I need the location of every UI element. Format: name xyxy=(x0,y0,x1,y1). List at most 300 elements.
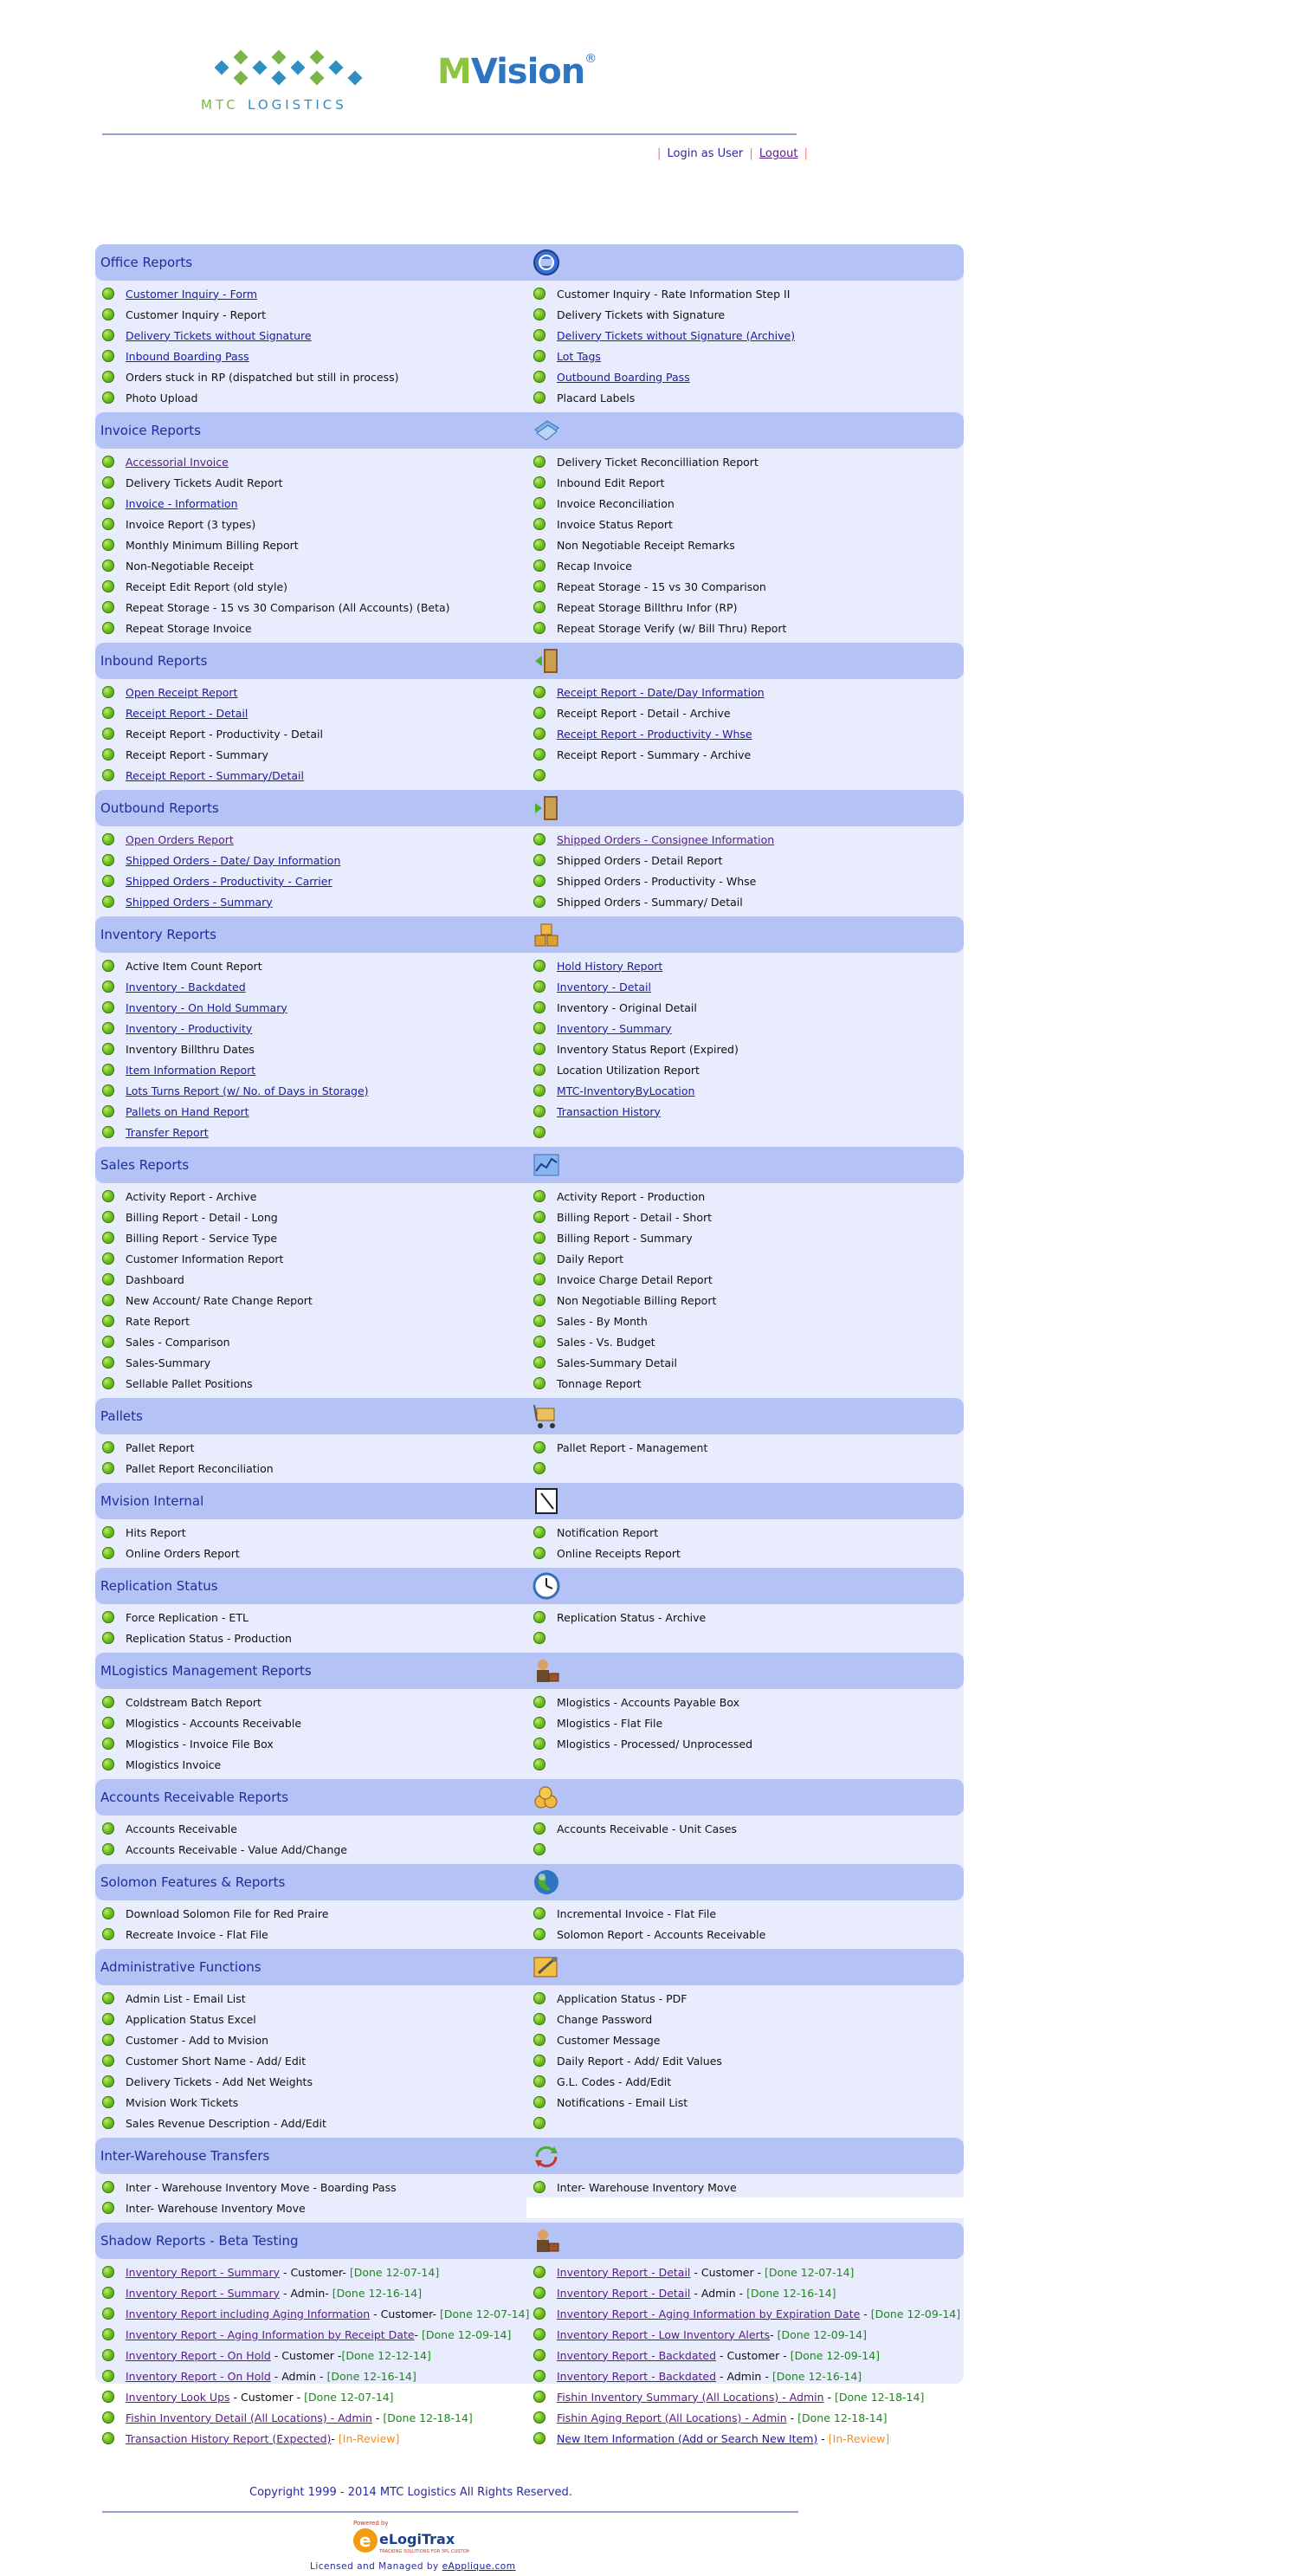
report-item xyxy=(126,960,262,973)
report-row xyxy=(95,955,964,976)
green-bullet-icon xyxy=(102,1377,114,1389)
report-link[interactable]: Fishin Inventory Summary (All Locations) - Admin xyxy=(557,2390,824,2404)
mtc-logistics-logo xyxy=(197,38,388,116)
report-label[interactable]: Invoice Reconciliation xyxy=(557,496,675,510)
report-cell-left xyxy=(95,1522,526,1543)
report-link[interactable]: Open Receipt Report xyxy=(126,685,238,699)
report-link[interactable]: Inventory - Backdated xyxy=(126,980,246,994)
report-cell-left xyxy=(95,1269,526,1290)
report-label[interactable]: Coldstream Batch Report xyxy=(126,1695,261,1709)
report-item xyxy=(126,707,248,720)
report-cell-right xyxy=(526,597,964,618)
report-item xyxy=(126,2411,473,2424)
report-link[interactable]: Receipt Report - Detail xyxy=(126,706,249,720)
report-label[interactable]: Repeat Storage Verify (w/ Bill Thru) Report xyxy=(557,621,787,635)
report-item xyxy=(557,622,786,635)
report-label[interactable]: Application Status Excel xyxy=(126,2012,256,2026)
report-item xyxy=(126,601,450,614)
section-title: Inter-Warehouse Transfers xyxy=(100,2148,270,2164)
report-cell-left xyxy=(95,682,526,702)
logo-cube xyxy=(291,61,306,75)
done-date-badge: [Done 12-18-14] xyxy=(834,2390,925,2404)
report-item xyxy=(126,1758,221,1771)
report-label[interactable]: Tonnage Report xyxy=(557,1376,642,1390)
report-item xyxy=(126,2370,416,2383)
report-link[interactable]: Receipt Report - Date/Day Information xyxy=(557,685,765,699)
admin-tools-icon xyxy=(532,1952,561,1982)
report-label[interactable]: Accounts Receivable - Unit Cases xyxy=(557,1822,737,1835)
report-label[interactable]: Inventory Billthru Dates xyxy=(126,1042,255,1056)
report-label[interactable]: Mlogistics - Accounts Payable Box xyxy=(557,1695,739,1709)
report-link[interactable]: Inventory Report - Aging Information by Expiration Date xyxy=(557,2307,861,2320)
report-label[interactable]: Delivery Tickets with Signature xyxy=(557,307,726,321)
green-bullet-icon xyxy=(102,981,114,993)
green-bullet-icon xyxy=(533,2307,545,2320)
report-link[interactable]: Inventory Report including Aging Information xyxy=(126,2307,371,2320)
report-link[interactable]: Shipped Orders - Consignee Information xyxy=(557,832,775,846)
report-item xyxy=(557,2266,854,2279)
green-bullet-icon xyxy=(102,2307,114,2320)
report-label[interactable]: Billing Report - Summary xyxy=(557,1231,693,1245)
report-label[interactable]: Customer Short Name - Add/ Edit xyxy=(126,2054,307,2068)
section-title: Inbound Reports xyxy=(100,653,208,669)
report-item xyxy=(126,1547,240,1560)
report-label[interactable]: Repeat Storage - 15 vs 30 Comparison xyxy=(557,579,766,593)
section-header xyxy=(95,244,964,281)
report-item xyxy=(557,2391,924,2404)
report-link[interactable]: MTC-InventoryByLocation xyxy=(557,1084,695,1097)
report-link[interactable]: Inventory - On Hold Summary xyxy=(126,1000,287,1014)
green-bullet-icon xyxy=(102,707,114,719)
report-label[interactable]: Daily Report - Add/ Edit Values xyxy=(557,2054,722,2068)
report-label[interactable]: Application Status - PDF xyxy=(557,1991,688,2005)
green-bullet-icon xyxy=(533,2013,545,2025)
report-label[interactable]: Replication Status - Archive xyxy=(557,1610,707,1624)
report-link[interactable]: Shipped Orders - Summary xyxy=(126,895,273,909)
report-label[interactable]: Sales Revenue Description - Add/Edit xyxy=(126,2116,326,2130)
report-item xyxy=(557,833,774,846)
report-audience: - xyxy=(414,2327,423,2341)
report-label[interactable]: Non Negotiable Billing Report xyxy=(557,1293,717,1307)
report-row xyxy=(95,618,964,638)
report-link[interactable]: Inventory - Summary xyxy=(557,1021,672,1035)
separator: | xyxy=(749,147,753,160)
report-label[interactable]: Admin List - Email List xyxy=(126,1991,246,2005)
report-label[interactable]: New Account/ Rate Change Report xyxy=(126,1293,313,1307)
report-label[interactable]: Rate Report xyxy=(126,1314,190,1328)
report-link[interactable]: Lots Turns Report (w/ No. of Days in Storage) xyxy=(126,1084,369,1097)
report-label[interactable]: Invoice Status Report xyxy=(557,517,673,531)
section-solomon-features-reports xyxy=(95,1864,964,1949)
report-item xyxy=(126,1001,287,1014)
section-title: Office Reports xyxy=(100,255,193,270)
report-label[interactable]: Repeat Storage Billthru Infor (RP) xyxy=(557,600,738,614)
report-item xyxy=(126,1084,369,1097)
report-label[interactable]: Customer - Add to Mvision xyxy=(126,2033,269,2047)
report-link[interactable]: Inventory Report - Detail xyxy=(557,2286,691,2300)
report-link[interactable]: Shipped Orders - Productivity - Carrier xyxy=(126,874,332,888)
report-label[interactable]: Activity Report - Production xyxy=(557,1189,706,1203)
report-row xyxy=(95,1628,964,1648)
section-title: Invoice Reports xyxy=(100,423,201,438)
report-label[interactable]: Download Solomon File for Red Praire xyxy=(126,1906,329,1920)
report-link[interactable]: Inventory Report - Detail xyxy=(557,2265,691,2279)
report-label[interactable]: Mlogistics - Accounts Receivable xyxy=(126,1716,302,1730)
report-label[interactable]: Force Replication - ETL xyxy=(126,1610,249,1624)
report-label[interactable]: Customer Information Report xyxy=(126,1252,284,1265)
report-label[interactable]: Hits Report xyxy=(126,1525,186,1539)
report-link[interactable]: Fishin Inventory Detail (All Locations) - Admin xyxy=(126,2411,372,2424)
report-link[interactable]: Inventory Report - Backdated xyxy=(557,2369,717,2383)
report-link[interactable]: Delivery Tickets without Signature xyxy=(126,328,312,342)
report-link[interactable]: Transaction History xyxy=(557,1104,661,1118)
report-link[interactable]: Inventory Report - Summary xyxy=(126,2286,280,2300)
report-cell-right xyxy=(526,682,964,702)
green-bullet-icon xyxy=(102,1758,114,1770)
report-cell-left xyxy=(95,1712,526,1733)
report-row xyxy=(95,1227,964,1248)
report-item xyxy=(557,1022,672,1035)
section-title: Shadow Reports - Beta Testing xyxy=(100,2233,299,2249)
green-bullet-icon xyxy=(533,1315,545,1327)
report-label[interactable]: Placard Labels xyxy=(557,391,636,405)
earth-icon xyxy=(532,1867,561,1897)
report-link[interactable]: Inventory Look Ups xyxy=(126,2390,230,2404)
report-item xyxy=(557,329,795,342)
report-label[interactable]: Customer Message xyxy=(557,2033,661,2047)
report-label[interactable]: Invoice Report (3 types) xyxy=(126,517,256,531)
report-link[interactable]: Pallets on Hand Report xyxy=(126,1104,249,1118)
report-label[interactable]: Sellable Pallet Positions xyxy=(126,1376,253,1390)
report-item xyxy=(126,2266,439,2279)
green-bullet-icon xyxy=(533,769,545,781)
report-item xyxy=(557,1441,707,1454)
report-label[interactable]: Pallet Report xyxy=(126,1440,195,1454)
report-label[interactable]: Non-Negotiable Receipt xyxy=(126,559,254,573)
report-cell-right xyxy=(526,1080,964,1101)
report-cell-left xyxy=(95,1207,526,1227)
mvision-logo-vision: Vision xyxy=(470,52,585,92)
section-links xyxy=(95,826,964,916)
report-item xyxy=(126,1043,255,1056)
report-link[interactable]: Receipt Report - Summary/Detail xyxy=(126,768,304,782)
green-bullet-icon xyxy=(102,769,114,781)
report-item xyxy=(126,371,399,384)
report-link[interactable]: Item Information Report xyxy=(126,1063,256,1077)
report-cell-right xyxy=(526,2071,964,2092)
report-cell-left xyxy=(95,1903,526,1924)
report-label[interactable]: Photo Upload xyxy=(126,391,198,405)
report-link[interactable]: Inventory - Productivity xyxy=(126,1021,253,1035)
report-label[interactable]: Activity Report - Archive xyxy=(126,1189,257,1203)
report-item xyxy=(126,1928,268,1941)
report-label[interactable]: Delivery Ticket Reconcilliation Report xyxy=(557,455,759,469)
report-link[interactable]: Hold History Report xyxy=(557,959,663,973)
report-cell-left xyxy=(95,1290,526,1311)
report-label[interactable]: Shipped Orders - Detail Report xyxy=(557,853,723,867)
report-label[interactable]: Sales - Vs. Budget xyxy=(557,1335,655,1349)
green-bullet-icon xyxy=(533,1377,545,1389)
report-label[interactable]: Recreate Invoice - Flat File xyxy=(126,1927,268,1941)
green-bullet-icon xyxy=(102,1632,114,1644)
report-cell-left xyxy=(95,1733,526,1754)
report-cell-left xyxy=(95,744,526,765)
section-title: Outbound Reports xyxy=(100,800,219,816)
report-label[interactable]: Inventory - Original Detail xyxy=(557,1000,697,1014)
report-label[interactable]: Online Orders Report xyxy=(126,1546,240,1560)
report-label[interactable]: Billing Report - Service Type xyxy=(126,1231,278,1245)
report-label[interactable]: Receipt Report - Detail - Archive xyxy=(557,706,731,720)
report-label[interactable]: Billing Report - Detail - Long xyxy=(126,1210,278,1224)
report-label[interactable]: Pallet Report Reconciliation xyxy=(126,1461,274,1475)
green-bullet-icon xyxy=(102,2181,114,2193)
report-link[interactable]: Inventory Report - Aging Information by Receipt Date xyxy=(126,2327,415,2341)
report-item xyxy=(126,1907,328,1920)
report-label[interactable]: Inventory Status Report (Expired) xyxy=(557,1042,739,1056)
manager-icon xyxy=(532,1656,561,1686)
green-bullet-icon xyxy=(102,1315,114,1327)
report-cell-left xyxy=(95,997,526,1018)
logo-cube xyxy=(215,61,229,75)
report-item xyxy=(557,875,756,888)
report-item xyxy=(126,1377,253,1390)
report-label[interactable]: Recap Invoice xyxy=(557,559,632,573)
report-item xyxy=(126,728,323,741)
report-label[interactable]: Receipt Report - Summary xyxy=(126,748,268,761)
report-item xyxy=(557,1526,658,1539)
green-bullet-icon xyxy=(533,2349,545,2361)
report-link[interactable]: Inventory Report - Low Inventory Alerts xyxy=(557,2327,771,2341)
report-cell-right xyxy=(526,618,964,638)
report-link[interactable]: Fishin Aging Report (All Locations) - Admin xyxy=(557,2411,787,2424)
report-label[interactable]: Invoice Charge Detail Report xyxy=(557,1272,713,1286)
logout-link[interactable]: Logout xyxy=(759,147,798,160)
report-label[interactable]: Mlogistics - Processed/ Unprocessed xyxy=(557,1737,753,1751)
report-link[interactable]: Inventory Report - On Hold xyxy=(126,2348,271,2362)
report-label[interactable]: Delivery Tickets - Add Net Weights xyxy=(126,2074,313,2088)
report-item xyxy=(557,2096,688,2109)
green-bullet-icon xyxy=(533,497,545,509)
report-link[interactable]: Inventory Report - Backdated xyxy=(557,2348,717,2362)
report-row xyxy=(95,1248,964,1269)
report-row xyxy=(95,1207,964,1227)
login-as-user-link[interactable]: Login as User xyxy=(667,147,744,160)
report-link[interactable]: Accessorial Invoice xyxy=(126,455,229,469)
report-label[interactable]: Customer Inquiry - Rate Information Step II xyxy=(557,287,791,301)
report-label[interactable]: Mlogistics Invoice xyxy=(126,1757,222,1771)
report-cell-left xyxy=(95,1988,526,2009)
report-item xyxy=(126,1105,249,1118)
green-bullet-icon xyxy=(102,518,114,530)
report-item xyxy=(557,1273,713,1286)
report-row xyxy=(95,850,964,871)
report-label[interactable]: Mlogistics - Invoice File Box xyxy=(126,1737,274,1751)
report-label[interactable]: Monthly Minimum Billing Report xyxy=(126,538,299,552)
report-item xyxy=(126,1611,249,1624)
green-bullet-icon xyxy=(533,1843,545,1855)
report-row xyxy=(95,1543,964,1563)
report-label[interactable]: Sales-Summary xyxy=(126,1356,211,1369)
green-bullet-icon xyxy=(533,308,545,320)
section-links xyxy=(95,1434,964,1483)
copyright-text: Copyright 1999 - 2014 MTC Logistics All Rights Reserved. xyxy=(249,2486,572,2499)
report-item xyxy=(557,371,690,384)
report-link[interactable]: Inventory - Detail xyxy=(557,980,651,994)
report-label[interactable]: Solomon Report - Accounts Receivable xyxy=(557,1927,766,1941)
notepad-icon xyxy=(532,1486,561,1516)
report-link[interactable]: Delivery Tickets without Signature (Archive) xyxy=(557,328,796,342)
report-label[interactable]: Orders stuck in RP (dispatched but still in process) xyxy=(126,370,399,384)
report-row xyxy=(95,2029,964,2050)
report-label[interactable]: Delivery Tickets Audit Report xyxy=(126,476,283,489)
report-label[interactable]: Dashboard xyxy=(126,1272,184,1286)
section-title: Sales Reports xyxy=(100,1157,190,1173)
licensed-text xyxy=(310,2561,515,2572)
report-cell-left xyxy=(95,1059,526,1080)
report-cell-right xyxy=(526,1227,964,1248)
report-cell-right xyxy=(526,1207,964,1227)
report-audience: - Customer - xyxy=(716,2348,791,2362)
report-link[interactable]: Outbound Boarding Pass xyxy=(557,370,690,384)
report-row xyxy=(95,555,964,576)
report-link[interactable]: New Item Information (Add or Search New Item) xyxy=(557,2431,818,2445)
report-label[interactable]: Pallet Report - Management xyxy=(557,1440,708,1454)
report-label[interactable]: Receipt Report - Productivity - Detail xyxy=(126,727,323,741)
report-label[interactable]: Sales-Summary Detail xyxy=(557,1356,677,1369)
report-link[interactable]: Customer Inquiry - Form xyxy=(126,287,258,301)
report-link[interactable]: Lot Tags xyxy=(557,349,601,363)
report-label[interactable]: Repeat Storage Invoice xyxy=(126,621,252,635)
report-label[interactable]: Replication Status - Production xyxy=(126,1631,292,1645)
green-bullet-icon xyxy=(102,1611,114,1623)
report-item xyxy=(126,350,249,363)
report-item xyxy=(557,1738,752,1751)
report-cell-right xyxy=(526,1924,964,1945)
report-cell-right xyxy=(526,493,964,514)
section-header xyxy=(95,1398,964,1434)
section-mvision-internal xyxy=(95,1483,964,1568)
green-bullet-icon xyxy=(533,539,545,551)
report-label[interactable]: Sales - By Month xyxy=(557,1314,648,1328)
green-bullet-icon xyxy=(533,960,545,972)
green-bullet-icon xyxy=(102,1252,114,1265)
done-date-badge: [Done 12-16-14] xyxy=(332,2286,423,2300)
report-label[interactable]: Billing Report - Detail - Short xyxy=(557,1210,713,1224)
report-cell-left xyxy=(95,1080,526,1101)
report-label[interactable]: Location Utilization Report xyxy=(557,1063,700,1077)
report-item xyxy=(126,833,234,846)
report-cell-right xyxy=(526,1712,964,1733)
report-label[interactable]: Daily Report xyxy=(557,1252,624,1265)
report-link[interactable]: Invoice - Information xyxy=(126,496,238,510)
section-links xyxy=(95,1519,964,1568)
report-label[interactable]: Active Item Count Report xyxy=(126,959,262,973)
report-label[interactable]: Receipt Report - Summary - Archive xyxy=(557,748,752,761)
report-label[interactable]: Inter - Warehouse Inventory Move - Boarding Pass xyxy=(126,2180,397,2194)
report-item xyxy=(557,601,737,614)
eapplique-link[interactable]: eApplique.com xyxy=(442,2561,516,2572)
report-row xyxy=(95,891,964,912)
green-bullet-icon xyxy=(102,1441,114,1453)
clock-icon xyxy=(532,1571,561,1601)
report-item xyxy=(557,1211,712,1224)
green-bullet-icon xyxy=(102,1211,114,1223)
report-cell-left xyxy=(95,576,526,597)
report-item xyxy=(126,497,238,510)
green-bullet-icon xyxy=(533,728,545,740)
section-pallets xyxy=(95,1398,964,1483)
report-audience: - Customer - xyxy=(270,2348,342,2362)
report-label[interactable]: Inter- Warehouse Inventory Move xyxy=(557,2180,737,2194)
report-link[interactable]: Transaction History Report (Expected) xyxy=(126,2431,332,2445)
report-label[interactable]: Non Negotiable Receipt Remarks xyxy=(557,538,735,552)
report-cell-left xyxy=(95,1628,526,1648)
green-bullet-icon xyxy=(533,2287,545,2299)
logo-cube xyxy=(348,71,363,86)
report-label[interactable]: Shipped Orders - Summary/ Detail xyxy=(557,895,743,909)
report-cell-left xyxy=(95,1101,526,1122)
report-link[interactable]: Open Orders Report xyxy=(126,832,234,846)
report-label[interactable]: Shipped Orders - Productivity - Whse xyxy=(557,874,757,888)
report-link[interactable]: Transfer Report xyxy=(126,1125,209,1139)
report-cell-right xyxy=(526,1018,964,1039)
report-label[interactable]: Repeat Storage - 15 vs 30 Comparison (All Accounts) (Beta) xyxy=(126,600,450,614)
report-label[interactable]: Customer Inquiry - Report xyxy=(126,307,267,321)
report-label[interactable]: Mvision Work Tickets xyxy=(126,2095,239,2109)
section-header xyxy=(95,1483,964,1519)
report-label[interactable]: Incremental Invoice - Flat File xyxy=(557,1906,717,1920)
report-item xyxy=(126,2432,399,2445)
report-label[interactable]: Sales - Comparison xyxy=(126,1335,230,1349)
report-label[interactable]: Receipt Edit Report (old style) xyxy=(126,579,288,593)
green-bullet-icon xyxy=(102,1190,114,1202)
section-inter-warehouse-transfers xyxy=(95,2138,964,2223)
report-audience: - xyxy=(331,2431,339,2445)
report-cell-left xyxy=(95,1186,526,1207)
report-cell-right xyxy=(526,2050,964,2071)
report-label[interactable]: G.L. Codes - Add/Edit xyxy=(557,2074,672,2088)
report-label[interactable]: Mlogistics - Flat File xyxy=(557,1716,663,1730)
green-bullet-icon xyxy=(102,1043,114,1055)
report-audience: - Admin - xyxy=(716,2369,772,2383)
report-item xyxy=(126,769,304,782)
report-link[interactable]: Inventory Report - On Hold xyxy=(126,2369,271,2383)
green-bullet-icon xyxy=(533,601,545,613)
report-label[interactable]: Online Receipts Report xyxy=(557,1546,681,1560)
report-label[interactable]: Inbound Edit Report xyxy=(557,476,665,489)
report-link[interactable]: Inbound Boarding Pass xyxy=(126,349,249,363)
section-links xyxy=(95,1985,964,2138)
green-bullet-icon xyxy=(533,1211,545,1223)
report-link[interactable]: Receipt Report - Productivity - Whse xyxy=(557,727,752,741)
report-label[interactable]: Change Password xyxy=(557,2012,653,2026)
report-item xyxy=(126,854,340,867)
report-label[interactable]: Accounts Receivable xyxy=(126,1822,237,1835)
report-link[interactable]: Inventory Report - Summary xyxy=(126,2265,280,2279)
green-bullet-icon xyxy=(533,1696,545,1708)
coins-icon xyxy=(532,1783,561,1812)
report-label[interactable]: Accounts Receivable - Value Add/Change xyxy=(126,1842,347,1856)
report-cell-right xyxy=(526,2303,964,2324)
report-link[interactable]: Shipped Orders - Date/ Day Information xyxy=(126,853,341,867)
green-bullet-icon xyxy=(102,2266,114,2278)
report-label[interactable]: Notification Report xyxy=(557,1525,659,1539)
report-label[interactable]: Inter- Warehouse Inventory Move xyxy=(126,2201,306,2215)
report-item xyxy=(126,1252,283,1265)
report-label[interactable]: Notifications - Email List xyxy=(557,2095,688,2109)
report-item xyxy=(557,1232,693,1245)
section-sales-reports xyxy=(95,1147,964,1398)
